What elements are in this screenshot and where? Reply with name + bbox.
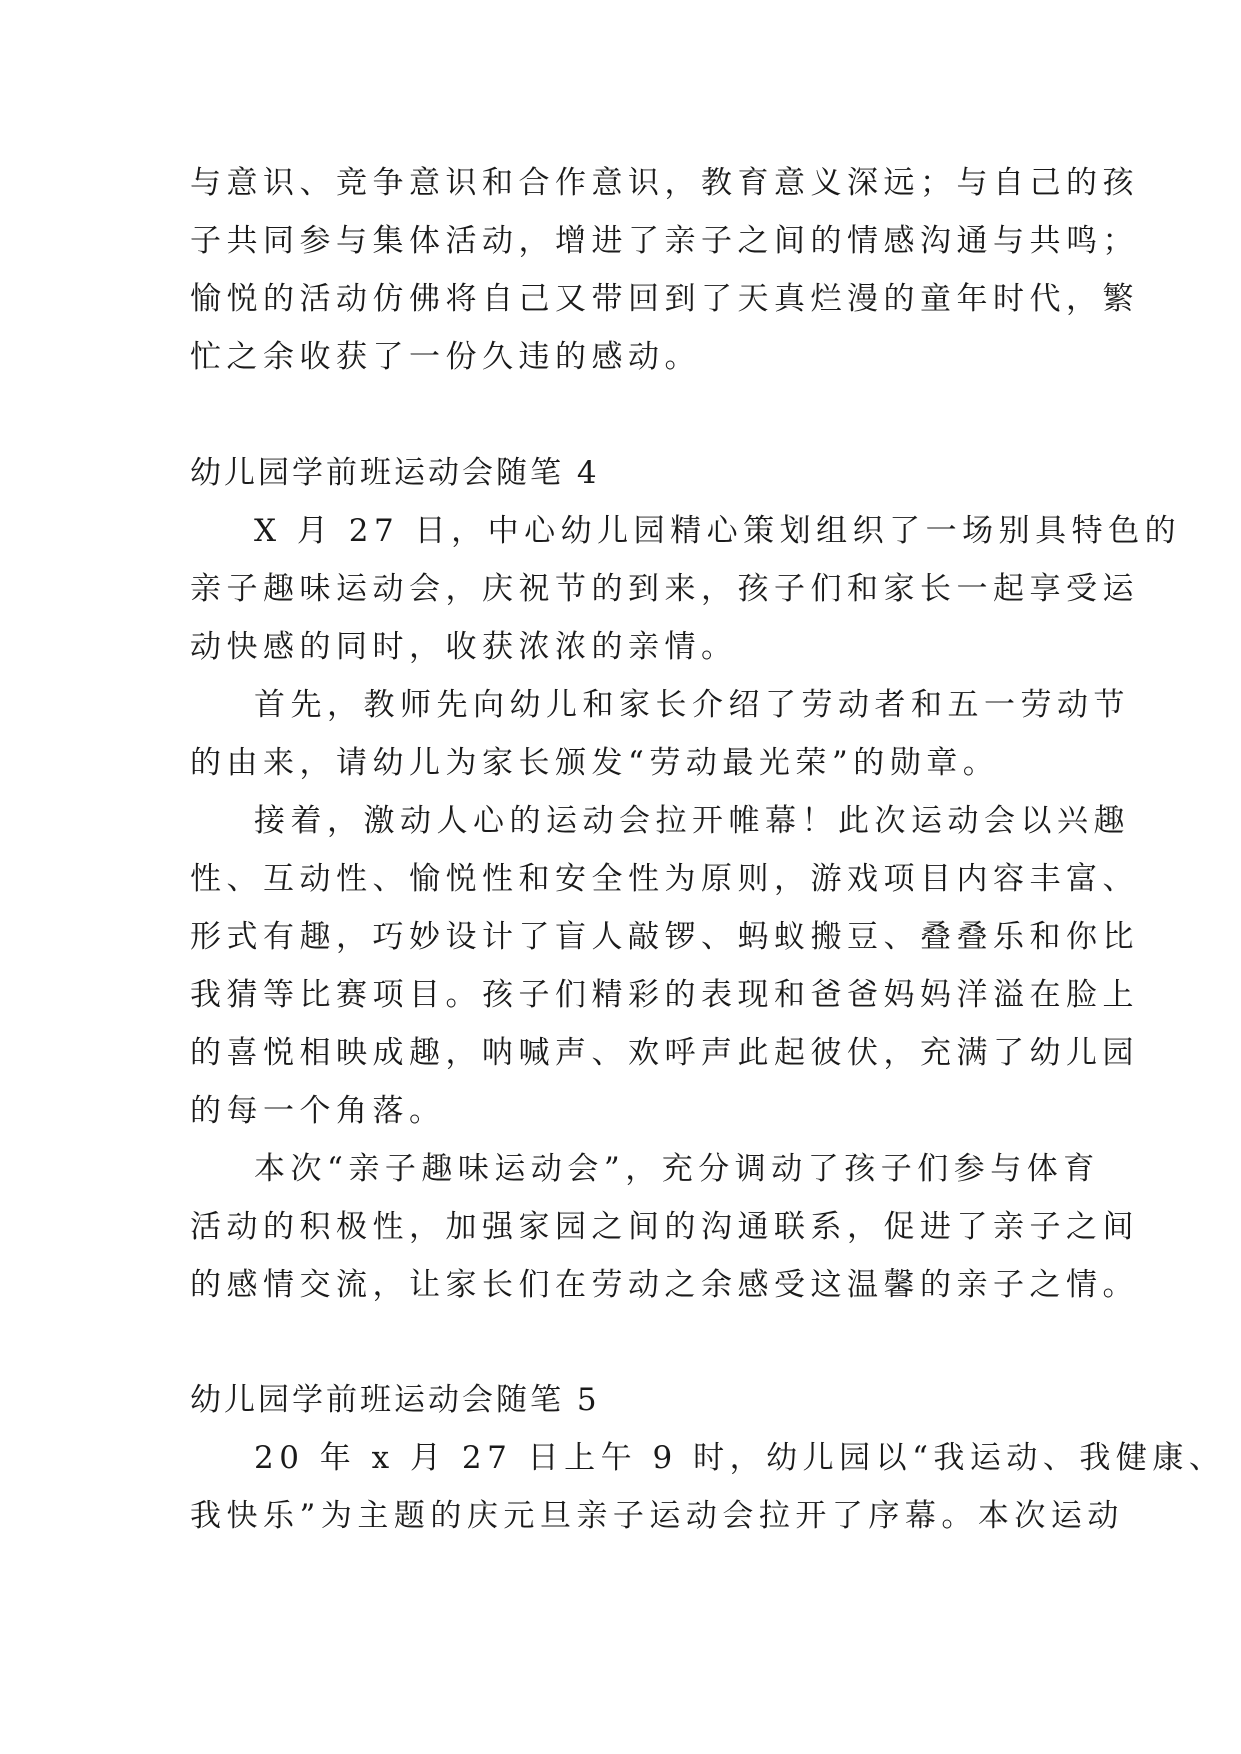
text-line: 20 年 x 月 27 日上午 9 时，幼儿园以“我运动、我健康、 bbox=[254, 1440, 1226, 1476]
section-4-paragraph-4 bbox=[190, 1140, 1139, 1314]
text-line: 活动的积极性，加强家园之间的沟通联系，促进了亲子之间 bbox=[190, 1209, 1139, 1245]
text-line: 的喜悦相映成趣，呐喊声、欢呼声此起彼伏，充满了幼儿园 bbox=[190, 1035, 1139, 1071]
text-line: 我快乐”为主题的庆元旦亲子运动会拉开了序幕。本次运动 bbox=[190, 1498, 1124, 1534]
section-heading: 幼儿园学前班运动会随笔 4 bbox=[190, 455, 600, 491]
text-line: 形式有趣，巧妙设计了盲人敲锣、蚂蚁搬豆、叠叠乐和你比 bbox=[190, 919, 1139, 955]
text-line: 我猜等比赛项目。孩子们精彩的表现和爸爸妈妈洋溢在脸上 bbox=[190, 977, 1139, 1013]
text-line: 的感情交流，让家长们在劳动之余感受这温馨的亲子之情。 bbox=[190, 1267, 1139, 1303]
text-line: 接着，激动人心的运动会拉开帷幕！此次运动会以兴趣 bbox=[254, 803, 1130, 839]
text-line: X 月 27 日，中心幼儿园精心策划组织了一场别具特色的 bbox=[254, 513, 1182, 549]
text-line: 动快感的同时，收获浓浓的亲情。 bbox=[190, 629, 738, 665]
text-line: 首先，教师先向幼儿和家长介绍了劳动者和五一劳动节 bbox=[254, 687, 1130, 723]
text-line: 本次“亲子趣味运动会”，充分调动了孩子们参与体育 bbox=[254, 1151, 1100, 1187]
text-line: 亲子趣味运动会，庆祝节的到来，孩子们和家长一起享受运 bbox=[190, 571, 1139, 607]
section-4-paragraph-2 bbox=[190, 676, 1130, 792]
text-line: 的每一个角落。 bbox=[190, 1093, 446, 1129]
section-4-paragraph-3 bbox=[190, 792, 1139, 1140]
section-5-paragraph-1 bbox=[190, 1429, 1226, 1545]
text-line: 愉悦的活动仿佛将自己又带回到了天真烂漫的童年时代，繁 bbox=[190, 281, 1139, 317]
section-4-title bbox=[190, 444, 1070, 502]
text-line: 的由来，请幼儿为家长颁发“劳动最光荣”的勋章。 bbox=[190, 745, 1000, 781]
continuation-paragraph bbox=[190, 154, 1139, 386]
section-heading: 幼儿园学前班运动会随笔 5 bbox=[190, 1382, 600, 1418]
text-line: 子共同参与集体活动，增进了亲子之间的情感沟通与共鸣； bbox=[190, 223, 1139, 259]
text-line: 性、互动性、愉悦性和安全性为原则，游戏项目内容丰富、 bbox=[190, 861, 1139, 897]
section-5-title bbox=[190, 1371, 1070, 1429]
section-4-paragraph-1 bbox=[190, 502, 1182, 676]
text-line: 与意识、竞争意识和合作意识，教育意义深远；与自己的孩 bbox=[190, 165, 1139, 201]
text-line: 忙之余收获了一份久违的感动。 bbox=[190, 339, 701, 375]
